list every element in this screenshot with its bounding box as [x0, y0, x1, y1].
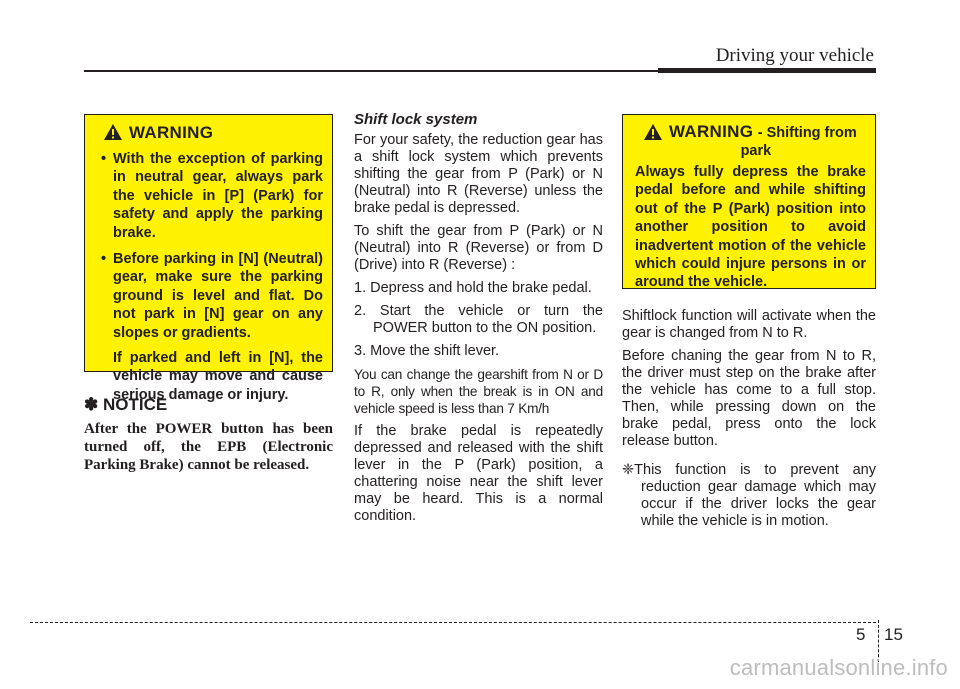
paragraph: To shift the gear from P (Park) or N (Neutral) into R (Reverse) or from D (Drive) into R (Reverse) :: [354, 223, 603, 273]
warning-title: WARNING: [129, 123, 214, 142]
paragraph: Before chaning the gear from N to R, the driver must step on the brake after the vehicle has come to a full stop. Then, while pressing down on the brake pedal, press onto the lock release button.: [622, 348, 876, 449]
warning-item: • With the exception of parking in neutral gear, always park the vehicle in [P] (Park) for safety and apply the parking brake.: [101, 151, 323, 241]
warning-triangle-icon: [643, 123, 663, 141]
warning-box-parking: [84, 114, 333, 403]
note-text: ❈This function is to prevent any reduction gear damage which may occur if the driver locks the gear while the vehicle is in motion.: [622, 462, 876, 529]
page-number: 15: [884, 625, 903, 644]
warning-box-shifting: [622, 114, 876, 289]
chapter-number: 5: [856, 625, 866, 644]
footer-dashed-rule: [30, 622, 876, 623]
warning-extra-text: If parked and left in [N], the vehicle may move and cause serious damage or injury.: [113, 350, 323, 403]
warning-title-group: [669, 123, 857, 160]
paragraph: If the brake pedal is repeatedly depressed and released with the shift lever in the P (Park) position, a chattering noise near the shift lever may be heard. This is a normal condition.: [354, 423, 603, 524]
header-rule-thin: [84, 70, 660, 72]
paragraph: For your safety, the reduction gear has a shift lock system which prevents shifting the gear from P (Park) or N (Neutral) into R (Reverse) unless the brake pedal is depressed.: [354, 132, 603, 216]
warning-body: Always fully depress the brake pedal before and while shifting out of the P (Park) position into another position to avoid inadvertent motion of the vehicle which could injure persons in or around the vehicle.: [635, 164, 866, 291]
step-item: 1. Depress and hold the brake pedal.: [354, 280, 592, 296]
warning-subtitle: - Shifting from: [757, 125, 857, 141]
page-header-title: Driving your vehicle: [715, 45, 874, 66]
warning-header: [97, 123, 323, 143]
notice-body: After the POWER button has been turned off, the EPB (Electronic Parking Brake) cannot be released.: [84, 421, 333, 473]
shiftlock-info-section: [622, 308, 876, 530]
watermark-text: carmanualsonline.info: [729, 655, 948, 680]
notice-title: ✽ NOTICE: [84, 395, 168, 414]
warning-item: • Before parking in [N] (Neutral) gear, make sure the parking ground is level and flat. Do not park in [N] gear on any slopes or gradients.: [101, 251, 323, 341]
paragraph: Shiftlock function will activate when the gear is changed from N to R.: [622, 308, 876, 341]
header-rule-thick: [658, 68, 876, 73]
warning-title: WARNING: [669, 122, 754, 141]
section-title: Shift lock system: [354, 111, 478, 128]
warning-list: [97, 150, 323, 342]
warning-header: [635, 123, 866, 160]
warning-subtitle-line2: park: [740, 143, 772, 159]
warning-triangle-icon: [103, 123, 123, 141]
paragraph: You can change the gearshift from N or D to R, only when the break is in ON and vehicle speed is less than 7 Km/h: [354, 367, 603, 416]
shift-lock-section: [354, 111, 603, 531]
step-item: 2. Start the vehicle or turn the POWER button to the ON position.: [354, 303, 603, 336]
step-item: 3. Move the shift lever.: [354, 343, 500, 359]
